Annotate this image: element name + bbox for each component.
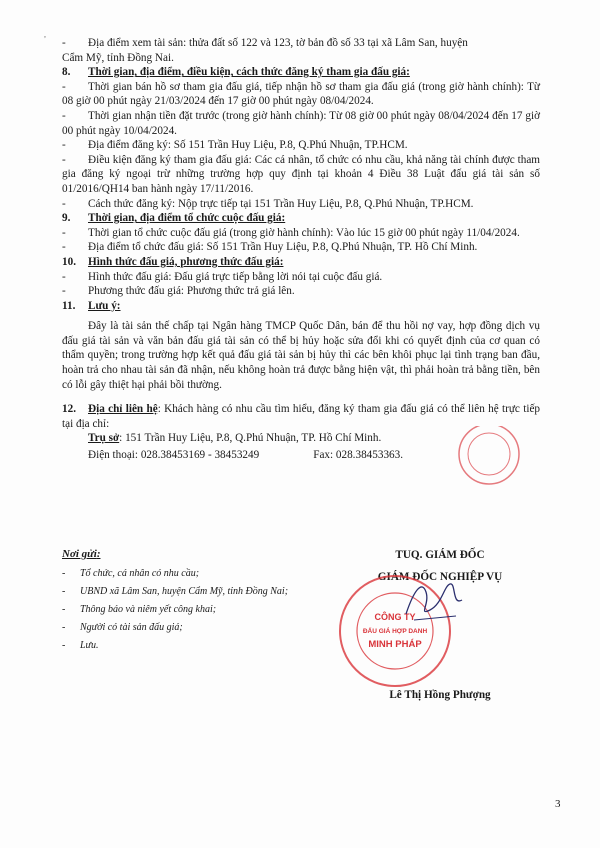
contact-phone-fax: Điện thoại: 028.38453169 - 38453249 Fax: 028.38453363. bbox=[88, 449, 404, 462]
svg-text:CÔNG TY: CÔNG TY bbox=[374, 612, 416, 622]
handwritten-signature bbox=[400, 570, 470, 630]
section-9-heading: 9. Thời gian, địa điểm tổ chức cuộc đấu giá: bbox=[62, 212, 286, 225]
svg-text:ĐẤU GIÁ HỢP DANH: ĐẤU GIÁ HỢP DANH bbox=[362, 628, 428, 635]
section-8-item: - Thời gian bán hồ sơ tham gia đấu giá, tiếp nhận hồ sơ tham gia đấu giá (trong giờ hành chính): Từ 08 giờ 00 phút ngày 21/03/2024 đến 17 giờ 00 phút ngày 08/04/2024. bbox=[62, 80, 540, 108]
partial-seal-stamp bbox=[445, 426, 525, 496]
svg-text:MINH PHÁP: MINH PHÁP bbox=[368, 639, 422, 650]
recipient-item: - Thông báo và niêm yết công khai; bbox=[62, 604, 217, 615]
section-10-item: - Phương thức đấu giá: Phương thức trả giá lên. bbox=[62, 285, 295, 298]
recipient-item: - Lưu. bbox=[62, 640, 99, 651]
recipient-item: - Người có tài sản đấu giá; bbox=[62, 622, 183, 633]
recipients-title: Nơi gửi: bbox=[62, 548, 101, 560]
note-paragraph: Đây là tài sản thế chấp tại Ngân hàng TMCP Quốc Dân, bán để thu hồi nợ vay, hợp đồng dịch vụ đấu giá tài sản và văn bản đấu giá tài sản có thể bị hủy hoặc sửa đổi khi có quyết định của cơ quan có thẩm quyền; trong trường hợp kết quả đấu giá tài sản bị hủy thì các bên khôi phục lại tình trạng ban đầu, hoàn trả cho nhau tài sản đã nhận, nếu không hoàn trả được bằng hiện vật, thì phải hoàn trả bằng tiền, bên có lỗi gây thiệt hại phải bồi thường. bbox=[62, 320, 540, 391]
section-8-heading: 8. Thời gian, địa điểm, điều kiện, cách thức đăng ký tham gia đấu giá: bbox=[62, 66, 410, 79]
section-8-item: - Điều kiện đăng ký tham gia đấu giá: Các cá nhân, tổ chức có nhu cầu, khả năng tài chính được tham gia đăng ký ngoại trừ những trường hợp quy định tại khoản 4 Điều 38 Luật đấu giá tài sản số 01/2016/QH14 ban hành ngày 17/11/2016. bbox=[62, 153, 540, 195]
section-9-item: - Thời gian tổ chức cuộc đấu giá (trong giờ hành chính): Vào lúc 15 giờ 00 phút ngày 11/04/2024. bbox=[62, 226, 520, 239]
document-body bbox=[62, 36, 540, 463]
section-12: 12. Địa chỉ liên hệ: Khách hàng có nhu cầu tìm hiểu, đăng ký tham gia đấu giá có thể liên hệ trực tiếp tại địa chỉ: bbox=[62, 403, 540, 430]
section-8-item: - Địa điểm đăng ký: Số 151 Trần Huy Liệu, P.8, Q.Phú Nhuận, TP.HCM. bbox=[62, 139, 408, 152]
section-10-heading: 10. Hình thức đấu giá, phương thức đấu giá: bbox=[62, 255, 284, 268]
signer-name: Lê Thị Hồng Phượng bbox=[389, 689, 491, 701]
section-9-item: - Địa điểm tổ chức đấu giá: Số 151 Trần Huy Liệu, P.8, Q.Phú Nhuận, TP. Hồ Chí Minh. bbox=[62, 241, 478, 254]
signer-authority: TUQ. GIÁM ĐỐC bbox=[395, 549, 485, 561]
section-10-item: - Hình thức đấu giá: Đấu giá trực tiếp bằng lời nói tại cuộc đấu giá. bbox=[62, 270, 383, 283]
recipient-item: - UBND xã Lâm San, huyện Cẩm Mỹ, tỉnh Đồng Nai; bbox=[62, 586, 289, 597]
recipients-block bbox=[62, 548, 292, 657]
recipient-item: - Tổ chức, cá nhân có nhu cầu; bbox=[62, 568, 200, 579]
headquarters-address: Trụ sở: 151 Trần Huy Liệu, P.8, Q.Phú Nhuận, TP. Hồ Chí Minh. bbox=[88, 432, 382, 445]
scan-mark: , bbox=[44, 30, 46, 39]
signer-title: GIÁM ĐỐC NGHIỆP VỤ bbox=[377, 571, 503, 583]
section-11-heading: 11. Lưu ý: bbox=[62, 299, 121, 312]
section-8-item: - Thời gian nhận tiền đặt trước (trong giờ hành chính): Từ 08 giờ 00 phút ngày 08/04/2024 đến 17 giờ 00 phút ngày 10/04/2024. bbox=[62, 109, 540, 137]
section-8-item: - Cách thức đăng ký: Nộp trực tiếp tại 151 Trần Huy Liệu, P.8, Q.Phú Nhuận, TP.HCM. bbox=[62, 197, 474, 210]
page-number: 3 bbox=[555, 798, 561, 810]
view-location: - Địa điểm xem tài sản: thửa đất số 122 và 123, tờ bản đồ số 33 tại xã Lâm San, huyện Cẩm Mỹ, tỉnh Đồng Nai. bbox=[62, 37, 468, 64]
